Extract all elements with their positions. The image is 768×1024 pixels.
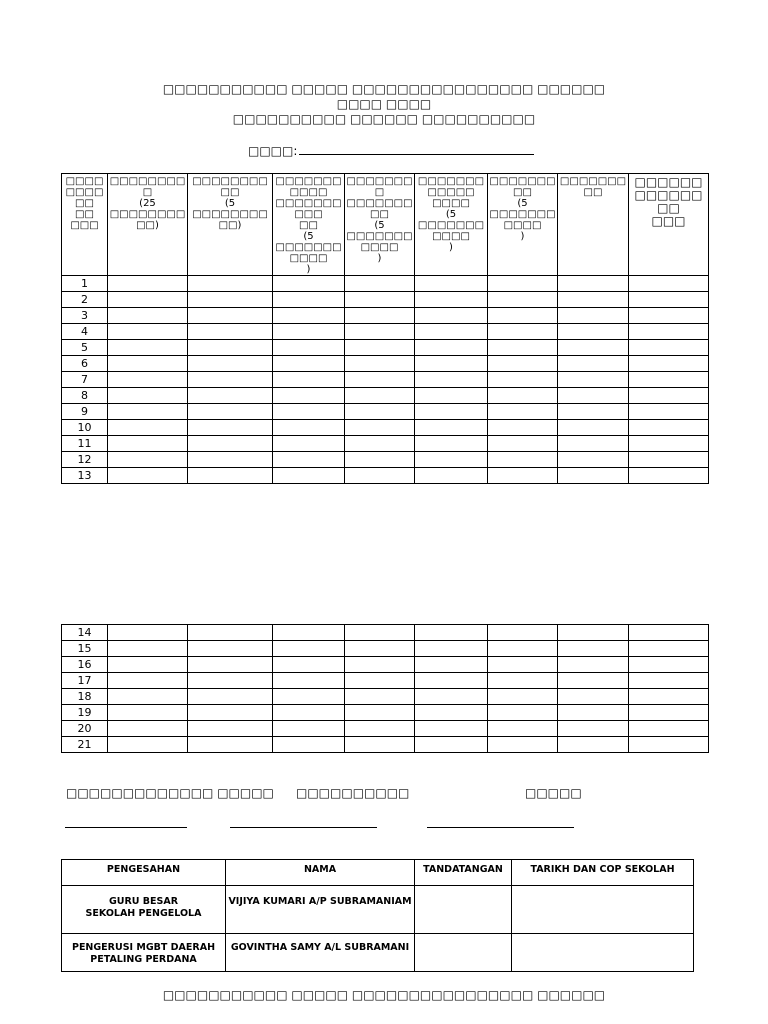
table-cell[interactable] <box>415 276 488 292</box>
table-cell[interactable] <box>108 657 188 673</box>
approval-table <box>61 859 694 972</box>
row-number: 12 <box>62 452 108 468</box>
footer-text: □□□□□□□□□□□ □□□□□ □□□□□□□□□□□□□□□□ □□□□□□ <box>162 988 606 1002</box>
table-cell[interactable] <box>188 657 273 673</box>
column-header-line: □□□□□□□□□ <box>559 176 627 198</box>
table-cell[interactable] <box>629 388 709 404</box>
table-cell[interactable] <box>345 356 415 372</box>
table-cell[interactable] <box>345 276 415 292</box>
table-cell[interactable] <box>488 356 558 372</box>
table-cell[interactable] <box>415 641 488 657</box>
row-number: 18 <box>62 689 108 705</box>
table-cell[interactable] <box>273 705 345 721</box>
table-cell[interactable] <box>488 276 558 292</box>
table-row <box>62 340 709 356</box>
table-cell[interactable] <box>345 721 415 737</box>
table-row <box>62 308 709 324</box>
approval-signature-cell[interactable] <box>415 934 512 972</box>
table-cell[interactable] <box>415 689 488 705</box>
table-cell[interactable] <box>629 657 709 673</box>
table-cell[interactable] <box>273 436 345 452</box>
marks-table-continued <box>61 624 709 753</box>
table-cell[interactable] <box>558 468 629 484</box>
table-cell[interactable] <box>188 388 273 404</box>
table-cell[interactable] <box>558 436 629 452</box>
table-cell[interactable] <box>488 308 558 324</box>
table-cell[interactable] <box>108 292 188 308</box>
table-cell[interactable] <box>345 452 415 468</box>
column-header-line: □□□□□□□□□□) <box>109 209 186 231</box>
table-cell[interactable] <box>558 420 629 436</box>
table-row <box>62 721 709 737</box>
table-cell[interactable] <box>415 657 488 673</box>
approval-header-tandatangan: TANDATANGAN <box>415 860 512 886</box>
table-cell[interactable] <box>629 625 709 641</box>
table-row <box>62 388 709 404</box>
table-row <box>62 737 709 753</box>
table-cell[interactable] <box>629 356 709 372</box>
table-cell[interactable] <box>488 324 558 340</box>
table-cell[interactable] <box>188 468 273 484</box>
table-cell[interactable] <box>558 721 629 737</box>
table-cell[interactable] <box>188 721 273 737</box>
column-header-line: (5 □□□□□□□□□□) <box>192 198 268 231</box>
table-cell[interactable] <box>629 404 709 420</box>
table-cell[interactable] <box>345 404 415 420</box>
column-header-line: □□□□□□□□□□ <box>275 198 342 220</box>
table-cell[interactable] <box>415 673 488 689</box>
table-cell[interactable] <box>558 276 629 292</box>
approval-role-line: PETALING PERDANA <box>90 954 197 965</box>
approval-name: VIJIYA KUMARI A/P SUBRAMANIAM <box>226 886 415 934</box>
table-cell[interactable] <box>488 721 558 737</box>
row-number: 1 <box>62 276 108 292</box>
table-cell[interactable] <box>108 356 188 372</box>
table-cell[interactable] <box>629 641 709 657</box>
column-header-line: (5 <box>374 220 385 231</box>
table-cell[interactable] <box>629 673 709 689</box>
column-header-line: (5 <box>445 209 457 220</box>
table-row <box>62 404 709 420</box>
table-cell[interactable] <box>415 372 488 388</box>
table-cell[interactable] <box>415 356 488 372</box>
approval-role <box>62 886 226 934</box>
table-cell[interactable] <box>629 452 709 468</box>
class-field <box>248 144 534 158</box>
table-row <box>62 356 709 372</box>
table-cell[interactable] <box>488 737 558 753</box>
column-header-line: □□□□□□□□□□□ <box>275 176 342 198</box>
table-cell[interactable] <box>415 404 488 420</box>
table-cell[interactable] <box>273 673 345 689</box>
table-cell[interactable] <box>108 340 188 356</box>
column-header-line: ) <box>306 264 311 275</box>
column-header-line: □□□□□□□□□ <box>346 198 413 220</box>
column-header-line: □□□□□□□□ <box>346 176 413 198</box>
row-number: 19 <box>62 705 108 721</box>
table-row <box>62 705 709 721</box>
table-cell[interactable] <box>558 689 629 705</box>
table-cell[interactable] <box>188 420 273 436</box>
table-cell[interactable] <box>108 625 188 641</box>
table-cell[interactable] <box>108 673 188 689</box>
table-cell[interactable] <box>188 452 273 468</box>
table-row <box>62 689 709 705</box>
table-cell[interactable] <box>273 292 345 308</box>
table-row <box>62 324 709 340</box>
column-header-line: ) <box>449 242 453 253</box>
table-cell[interactable] <box>345 641 415 657</box>
table-row <box>62 468 709 484</box>
table-cell[interactable] <box>273 737 345 753</box>
table-cell[interactable] <box>488 452 558 468</box>
table-cell[interactable] <box>188 436 273 452</box>
table-cell[interactable] <box>273 641 345 657</box>
table-cell[interactable] <box>108 468 188 484</box>
table-cell[interactable] <box>488 292 558 308</box>
approval-header-tarikh: TARIKH DAN COP SEKOLAH <box>512 860 694 886</box>
table-cell[interactable] <box>108 721 188 737</box>
title-line-1: □□□□□□□□□□□ □□□□□ □□□□□□□□□□□□□□□□ □□□□□□ <box>162 82 606 96</box>
table-cell[interactable] <box>488 641 558 657</box>
table-cell[interactable] <box>558 340 629 356</box>
table-cell[interactable] <box>558 292 629 308</box>
row-number: 21 <box>62 737 108 753</box>
table-cell[interactable] <box>273 689 345 705</box>
table-cell[interactable] <box>345 292 415 308</box>
table-cell[interactable] <box>415 420 488 436</box>
table-cell[interactable] <box>345 705 415 721</box>
column-header-line: □□□□□□□□□□ <box>192 176 268 198</box>
approval-header-pengesahan: PENGESAHAN <box>62 860 226 886</box>
table-cell[interactable] <box>273 468 345 484</box>
table-cell[interactable] <box>108 420 188 436</box>
table-cell[interactable] <box>415 737 488 753</box>
table-cell[interactable] <box>345 737 415 753</box>
column-header-8 <box>558 174 629 276</box>
table-cell[interactable] <box>345 625 415 641</box>
table-cell[interactable] <box>188 324 273 340</box>
column-header-4 <box>273 174 345 276</box>
table-cell[interactable] <box>488 388 558 404</box>
table-cell[interactable] <box>415 625 488 641</box>
table-cell[interactable] <box>108 689 188 705</box>
table-cell[interactable] <box>188 276 273 292</box>
column-header-line: (5 <box>303 231 314 242</box>
column-header-line: □□□□□□□□□ <box>489 176 556 198</box>
approval-signature-cell[interactable] <box>415 886 512 934</box>
table-cell[interactable] <box>629 372 709 388</box>
table-cell[interactable] <box>345 689 415 705</box>
table-cell[interactable] <box>108 452 188 468</box>
table-cell[interactable] <box>415 340 488 356</box>
table-cell[interactable] <box>629 292 709 308</box>
table-cell[interactable] <box>488 673 558 689</box>
table-cell[interactable] <box>629 737 709 753</box>
title-line-2: □□□□ □□□□ <box>336 97 432 111</box>
table-cell[interactable] <box>415 292 488 308</box>
table-cell[interactable] <box>273 452 345 468</box>
table-cell[interactable] <box>488 705 558 721</box>
class-label: □□□□: <box>248 144 298 158</box>
signature-label-2: □□□□□□□□□□ <box>296 786 410 800</box>
approval-date-cell[interactable] <box>512 934 694 972</box>
approval-role-line: GURU BESAR <box>108 896 179 907</box>
table-cell[interactable] <box>273 340 345 356</box>
marks-table <box>61 173 709 484</box>
table-cell[interactable] <box>188 689 273 705</box>
table-cell[interactable] <box>629 705 709 721</box>
table-row <box>62 420 709 436</box>
table-cell[interactable] <box>558 625 629 641</box>
table-cell[interactable] <box>629 468 709 484</box>
table-cell[interactable] <box>345 388 415 404</box>
table-cell[interactable] <box>558 705 629 721</box>
table-row <box>62 641 709 657</box>
table-cell[interactable] <box>108 436 188 452</box>
table-cell[interactable] <box>415 468 488 484</box>
signature-label-1: □□□□□□□□□□□□□ □□□□□ <box>66 786 274 800</box>
table-cell[interactable] <box>488 372 558 388</box>
row-number: 3 <box>62 308 108 324</box>
table-cell[interactable] <box>415 452 488 468</box>
row-number: 10 <box>62 420 108 436</box>
column-header-line: □□□□ <box>65 176 104 187</box>
column-header-2 <box>108 174 188 276</box>
table-cell[interactable] <box>629 340 709 356</box>
column-header-line: □□□□□□□□□□□□ <box>417 176 485 198</box>
approval-role-line: SEKOLAH PENGELOLA <box>85 908 202 919</box>
table-cell[interactable] <box>188 340 273 356</box>
table-cell[interactable] <box>488 404 558 420</box>
column-header-line: ) <box>520 231 525 242</box>
approval-date-cell[interactable] <box>512 886 694 934</box>
row-number: 5 <box>62 340 108 356</box>
row-number: 13 <box>62 468 108 484</box>
table-cell[interactable] <box>188 308 273 324</box>
table-cell[interactable] <box>345 308 415 324</box>
table-cell[interactable] <box>273 324 345 340</box>
table-cell[interactable] <box>415 721 488 737</box>
table-cell[interactable] <box>488 340 558 356</box>
table-cell[interactable] <box>345 420 415 436</box>
column-header-line: □□ <box>75 209 94 220</box>
table-cell[interactable] <box>273 388 345 404</box>
approval-row <box>62 886 694 934</box>
table-cell[interactable] <box>108 276 188 292</box>
table-cell[interactable] <box>188 356 273 372</box>
table-cell[interactable] <box>188 625 273 641</box>
table-cell[interactable] <box>108 308 188 324</box>
approval-header-nama: NAMA <box>226 860 415 886</box>
table-cell[interactable] <box>188 641 273 657</box>
column-header-3 <box>188 174 273 276</box>
table-cell[interactable] <box>558 452 629 468</box>
table-cell[interactable] <box>188 372 273 388</box>
table-cell[interactable] <box>488 468 558 484</box>
table-cell[interactable] <box>188 292 273 308</box>
column-header-line: □□ <box>299 220 318 231</box>
table-cell[interactable] <box>558 308 629 324</box>
table-cell[interactable] <box>108 324 188 340</box>
row-number: 14 <box>62 625 108 641</box>
table-cell[interactable] <box>108 388 188 404</box>
table-cell[interactable] <box>345 468 415 484</box>
column-header-5 <box>345 174 415 276</box>
column-header-line: □□ <box>657 201 680 215</box>
table-cell[interactable] <box>558 641 629 657</box>
row-number: 20 <box>62 721 108 737</box>
table-cell[interactable] <box>108 641 188 657</box>
title-line-3: □□□□□□□□□□ □□□□□□ □□□□□□□□□□ <box>232 112 536 126</box>
row-number: 8 <box>62 388 108 404</box>
table-cell[interactable] <box>415 308 488 324</box>
row-number: 9 <box>62 404 108 420</box>
table-cell[interactable] <box>629 420 709 436</box>
table-cell[interactable] <box>629 436 709 452</box>
table-cell[interactable] <box>629 308 709 324</box>
table-cell[interactable] <box>415 436 488 452</box>
table-cell[interactable] <box>188 404 273 420</box>
table-cell[interactable] <box>345 657 415 673</box>
table-cell[interactable] <box>345 324 415 340</box>
column-header-line: □□□□□□□□□ <box>109 176 186 198</box>
signature-line-1 <box>65 827 187 828</box>
column-header-line: ) <box>377 253 382 264</box>
table-cell[interactable] <box>558 324 629 340</box>
class-blank-line <box>299 144 534 155</box>
column-header-line: □□□□ <box>432 198 470 209</box>
column-header-line: (5 <box>517 198 528 209</box>
table-cell[interactable] <box>345 673 415 689</box>
table-cell[interactable] <box>558 673 629 689</box>
column-header-line: □□□□□□ <box>65 187 104 209</box>
table-row <box>62 657 709 673</box>
table-cell[interactable] <box>558 657 629 673</box>
column-header-6 <box>415 174 488 276</box>
column-header-line: □□□□□□□□□□□□ <box>634 175 703 202</box>
table-row <box>62 673 709 689</box>
row-number: 2 <box>62 292 108 308</box>
table-cell[interactable] <box>488 625 558 641</box>
table-cell[interactable] <box>415 324 488 340</box>
row-number: 17 <box>62 673 108 689</box>
signature-label-3: □□□□□ <box>525 786 582 800</box>
table-cell[interactable] <box>273 356 345 372</box>
column-header-1 <box>62 174 108 276</box>
row-number: 4 <box>62 324 108 340</box>
approval-header-row <box>62 860 694 886</box>
approval-row <box>62 934 694 972</box>
table-cell[interactable] <box>629 689 709 705</box>
column-header-line: □□□□□□□□□□□ <box>346 231 413 253</box>
table-row <box>62 292 709 308</box>
table-cell[interactable] <box>273 657 345 673</box>
approval-role <box>62 934 226 972</box>
column-header-7 <box>488 174 558 276</box>
table-cell[interactable] <box>273 372 345 388</box>
table-cell[interactable] <box>629 324 709 340</box>
table-cell[interactable] <box>273 276 345 292</box>
table-cell[interactable] <box>558 404 629 420</box>
table-cell[interactable] <box>558 737 629 753</box>
row-number: 15 <box>62 641 108 657</box>
table-cell[interactable] <box>188 705 273 721</box>
table-cell[interactable] <box>415 388 488 404</box>
table-cell[interactable] <box>108 705 188 721</box>
table-cell[interactable] <box>488 436 558 452</box>
signature-line-3 <box>427 827 574 828</box>
table-cell[interactable] <box>629 276 709 292</box>
table-cell[interactable] <box>345 436 415 452</box>
table-row <box>62 436 709 452</box>
column-header-line: (25 <box>139 198 156 209</box>
column-header-line: □□□□□□□□□□□ <box>489 209 556 231</box>
table-cell[interactable] <box>558 356 629 372</box>
row-number: 11 <box>62 436 108 452</box>
table-cell[interactable] <box>273 308 345 324</box>
table-cell[interactable] <box>488 657 558 673</box>
table-cell[interactable] <box>273 721 345 737</box>
table-row <box>62 372 709 388</box>
row-number: 6 <box>62 356 108 372</box>
table-header-row <box>62 174 709 276</box>
table-cell[interactable] <box>345 340 415 356</box>
row-number: 7 <box>62 372 108 388</box>
approval-name: GOVINTHA SAMY A/L SUBRAMANI <box>226 934 415 972</box>
table-cell[interactable] <box>558 372 629 388</box>
table-cell[interactable] <box>415 705 488 721</box>
row-number: 16 <box>62 657 108 673</box>
table-cell[interactable] <box>188 737 273 753</box>
table-cell[interactable] <box>345 372 415 388</box>
table-cell[interactable] <box>108 404 188 420</box>
table-cell[interactable] <box>558 388 629 404</box>
table-cell[interactable] <box>488 420 558 436</box>
signature-line-2 <box>230 827 377 828</box>
table-cell[interactable] <box>188 673 273 689</box>
column-header-line: □□□□□□□□□□□ <box>417 220 485 242</box>
table-cell[interactable] <box>488 689 558 705</box>
table-cell[interactable] <box>108 737 188 753</box>
table-cell[interactable] <box>273 404 345 420</box>
table-cell[interactable] <box>629 721 709 737</box>
column-header-line: □□□ <box>70 220 99 231</box>
column-header-line: □□□ <box>651 214 686 228</box>
column-header-line: □□□□□□□□□□□ <box>275 242 342 264</box>
table-row <box>62 276 709 292</box>
approval-role-line: PENGERUSI MGBT DAERAH <box>71 942 216 953</box>
table-cell[interactable] <box>273 420 345 436</box>
table-cell[interactable] <box>273 625 345 641</box>
table-cell[interactable] <box>108 372 188 388</box>
table-row <box>62 452 709 468</box>
table-row <box>62 625 709 641</box>
column-header-9 <box>629 174 709 276</box>
